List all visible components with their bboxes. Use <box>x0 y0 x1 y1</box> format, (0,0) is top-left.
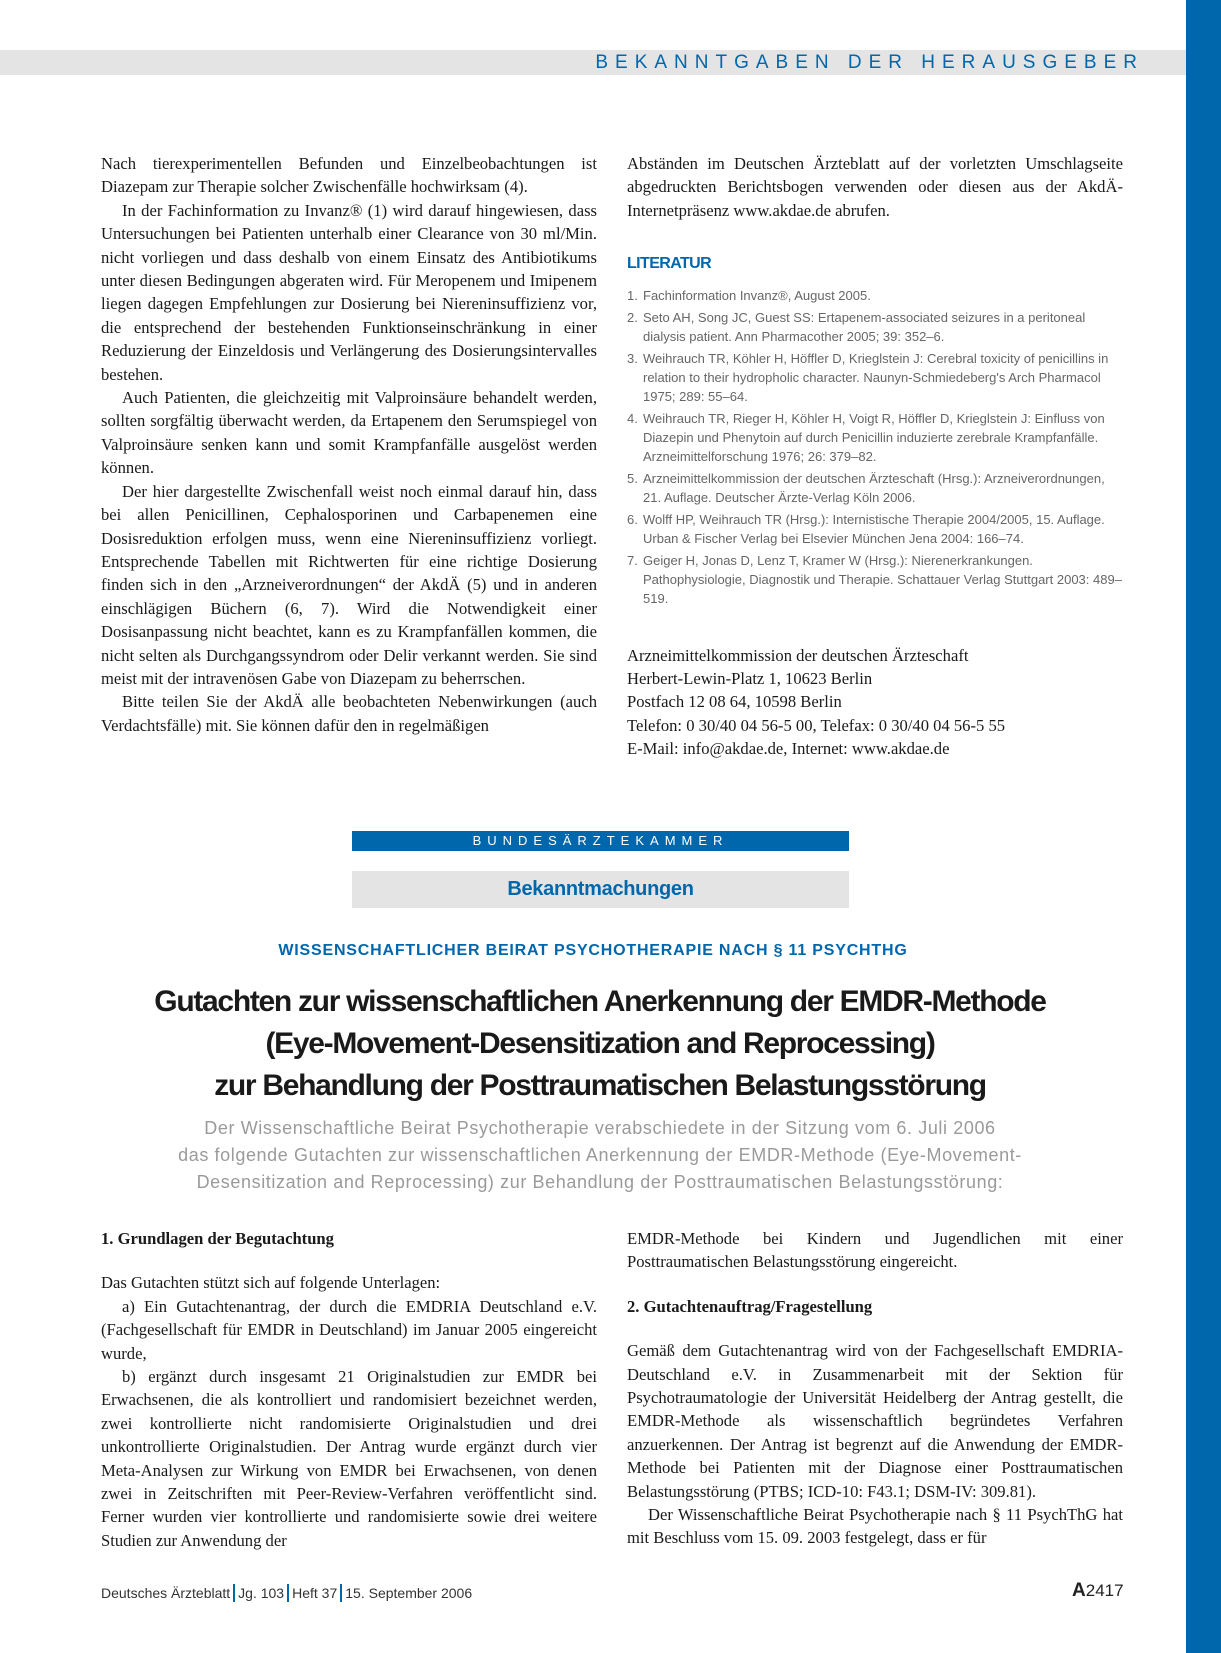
institution-band: BUNDESÄRZTEKAMMER <box>352 831 849 851</box>
article-left-column <box>101 1227 597 1552</box>
divider <box>340 1584 342 1602</box>
headline-line: Gutachten zur wissenschaftlichen Anerkennung der EMDR-Methode <box>154 985 1046 1018</box>
reference-item: 4. Weihrauch TR, Rieger H, Köhler H, Voigt R, Höffler D, Krieglstein J: Einfluss von Diazepin und Phenytoin auf durch Penicillin induzierte zerebrale Krampfanfälle. Arzneimittelforschung 1976; 26: 379–82. <box>627 410 1105 464</box>
paragraph: a) Ein Gutachtenantrag, der durch die EMDRIA Deutschland e.V. (Fachgesellschaft für EMDR in Deutschland) im Januar 2005 eingereicht wurde, <box>101 1296 597 1363</box>
address-line: E-Mail: info@akdae.de, Internet: www.akdae.de <box>627 739 950 759</box>
contact-address <box>627 644 1123 761</box>
article-subtitle <box>110 1115 1090 1196</box>
paragraph: Der Wissenschaftliche Beirat Psychotherapie nach § 11 PsychThG hat mit Beschluss vom 15. 09. 2003 festgelegt, dass er für <box>627 1505 1123 1548</box>
divider <box>287 1584 289 1602</box>
reference-item: 6. Wolff HP, Weihrauch TR (Hrsg.): Internistische Therapie 2004/2005, 15. Auflage. Urban & Fischer Verlag bei Elsevier München Jena 2004: 166–74. <box>627 511 1105 546</box>
reference-item: 2. Seto AH, Song JC, Guest SS: Ertapenem-associated seizures in a peritoneal dialysis patient. Ann Pharmacother 2005; 39: 352–6. <box>627 309 1086 344</box>
subtitle-line: Der Wissenschaftliche Beirat Psychotherapie verabschiedete in der Sitzung vom 6. Juli 2006 <box>204 1118 996 1138</box>
literature-heading: LITERATUR <box>627 255 712 273</box>
paragraph: b) ergänzt durch insgesamt 21 Originalstudien zur EMDR bei Erwachsenen, die als kontrolliert und randomisiert bezeichnet werden, zwei kontrollierte nicht randomisierte Originalstudien und drei unkontrollierte Originalstudien. Der Antrag wurde ergänzt durch vier Meta-Analysen zur Wirkung von EMDR bei Erwachsenen, von denen zwei in Zeitschriften mit Peer-Review-Verfahren veröffentlicht sind. Ferner wurden vier kontrollierte und randomisierte sowie drei weitere Studien zur Anwendung der <box>101 1367 597 1550</box>
paragraph: Abständen im Deutschen Ärzteblatt auf der vorletzten Umschlagseite abgedruckten Berichtsbogen verwenden oder diesen aus der AkdÄ-Internetpräsenz www.akdae.de abrufen. <box>627 154 1123 220</box>
reference-item: 3. Weihrauch TR, Köhler H, Höffler D, Krieglstein J: Cerebral toxicity of penicillins in relation to their hydropholic character. Naunyn-Schmiedeberg's Arch Pharmacol 1975; 289: 55–64. <box>627 350 1109 404</box>
article-kicker: WISSENSCHAFTLICHER BEIRAT PSYCHOTHERAPIE NACH § 11 PSYCHTHG <box>278 942 908 959</box>
section-heading: 2. Gutachtenauftrag/Fragestellung <box>627 1296 873 1316</box>
reference-item: 5. Arzneimittelkommission der deutschen Ärzteschaft (Hrsg.): Arzneiverordnungen, 21. Auflage. Deutscher Ärzte-Verlag Köln 2006. <box>627 470 1105 505</box>
headline-line: (Eye-Movement-Desensitization and Reprocessing) <box>265 1027 935 1060</box>
journal-issue: Heft 37 <box>292 1585 338 1601</box>
journal-name: Deutsches Ärzteblatt <box>101 1585 231 1601</box>
headline-line: zur Behandlung der Posttraumatischen Belastungsstörung <box>214 1069 986 1102</box>
address-line: Postfach 12 08 64, 10598 Berlin <box>627 692 842 712</box>
journal-volume: Jg. 103 <box>238 1585 285 1601</box>
left-column-continued-text <box>101 152 597 737</box>
address-line: Telefon: 0 30/40 04 56-5 00, Telefax: 0 30/40 04 56-5 55 <box>627 715 1006 735</box>
page-prefix: A <box>1072 1580 1086 1601</box>
announcement-label: Bekanntmachungen <box>352 871 849 908</box>
article-headline <box>130 981 1070 1107</box>
paragraph: Der hier dargestellte Zwischenfall weist noch einmal darauf hin, dass bei allen Penicillinen, Cephalosporinen und Carbapenemen eine Dosisreduktion erfolgen muss, wenn eine Niereninsuffizienz vorliegt. Entsprechende Tabellen mit Richtwerten für eine richtige Dosierung finden sich in den „Arzneiverordnungen“ der AkdÄ (5) und in anderen einschlägigen Büchern (6, 7). Wird die Notwendigkeit einer Dosisanpassung nicht beachtet, kann es zu Krampfanfällen kommen, die nicht selten als Durchgangssyndrom oder Delir verkannt werden. Sie sind meist mit der intravenösen Gabe von Diazepam zu beherrschen. <box>101 481 597 688</box>
paragraph: In der Fachinformation zu Invanz® (1) wird darauf hingewiesen, dass Untersuchungen bei Patienten unterhalb einer Clearance von 30 ml/Min. nicht vorliegen und dass deshalb von einem Einsatz des Antibiotikums unter diesen Bedingungen abgeraten wird. Für Meropenem und Imipenem liegen dagegen Empfehlungen zur Dosierung bei Niereninsuffizienz vor, die entsprechend der bestehenden Funktionseinschränkung in einer Reduzierung der Einzeldosis und Verlängerung des Dosierungsintervalles bestehen. <box>101 200 597 384</box>
divider <box>233 1584 235 1602</box>
paragraph: Bitte teilen Sie der AkdÄ alle beobachteten Nebenwirkungen (auch Verdachtsfälle) mit. Sie können dafür den in regelmäßigen <box>101 692 597 735</box>
reference-item: 7. Geiger H, Jonas D, Lenz T, Kramer W (Hrsg.): Nierenerkrankungen. Pathophysiologie, Diagnostik und Therapie. Schattauer Verlag Stuttgart 2003: 489–519. <box>627 552 1122 606</box>
footer-citation <box>101 1584 472 1602</box>
paragraph: Nach tierexperimentellen Befunden und Einzelbeobachtungen ist Diazepam zur Therapie solcher Zwischenfälle hochwirksam (4). <box>101 154 597 197</box>
page-number-value: 2417 <box>1085 1581 1124 1600</box>
paragraph: Gemäß dem Gutachtenantrag wird von der Fachgesellschaft EMDRIA-Deutschland e.V. in Zusammenarbeit mit der Sektion für Psychotraumatologie der Universität Heidelberg der Antrag gestellt, die EMDR-Methode als wissenschaftlich begründetes Verfahren anzuerkennen. Der Antrag ist begrenzt auf die Anwendung der EMDR-Methode bei Patienten mit der Diagnose einer Posttraumatischen Belastungsstörung (PTBS; ICD-10: F43.1; DSM-IV: 309.81). <box>627 1341 1123 1501</box>
paragraph: Das Gutachten stützt sich auf folgende Unterlagen: <box>101 1273 441 1293</box>
section-header-title: BEKANNTGABEN DER HERAUSGEBER <box>595 52 1144 73</box>
paragraph: Auch Patienten, die gleichzeitig mit Valproinsäure behandelt werden, sollten sorgfältig überwacht werden, da Ertapenem den Serumspiegel von Valproinsäure senken kann und somit Krampfanfälle ausgelöst werden können. <box>101 388 597 478</box>
right-accent-bar <box>1186 0 1221 1653</box>
subtitle-line: Desensitization and Reprocessing) zur Behandlung der Posttraumatischen Belastungsstörung: <box>196 1172 1004 1192</box>
reference-item: 1. Fachinformation Invanz®, August 2005. <box>627 287 871 303</box>
reference-list <box>627 286 1123 608</box>
address-line: Arzneimittelkommission der deutschen Ärzteschaft <box>627 645 969 665</box>
section-header-bar <box>0 50 1186 75</box>
right-column <box>627 152 1123 761</box>
paragraph: EMDR-Methode bei Kindern und Jugendlichen mit einer Posttraumatischen Belastungsstörung eingereicht. <box>627 1229 1123 1272</box>
address-line: Herbert-Lewin-Platz 1, 10623 Berlin <box>627 669 873 689</box>
journal-date: 15. September 2006 <box>345 1585 473 1601</box>
section-heading: 1. Grundlagen der Begutachtung <box>101 1229 334 1248</box>
subtitle-line: das folgende Gutachten zur wissenschaftlichen Anerkennung der EMDR-Methode (Eye-Movement- <box>178 1145 1022 1165</box>
page-number <box>1072 1580 1124 1602</box>
article-right-column <box>627 1227 1123 1550</box>
